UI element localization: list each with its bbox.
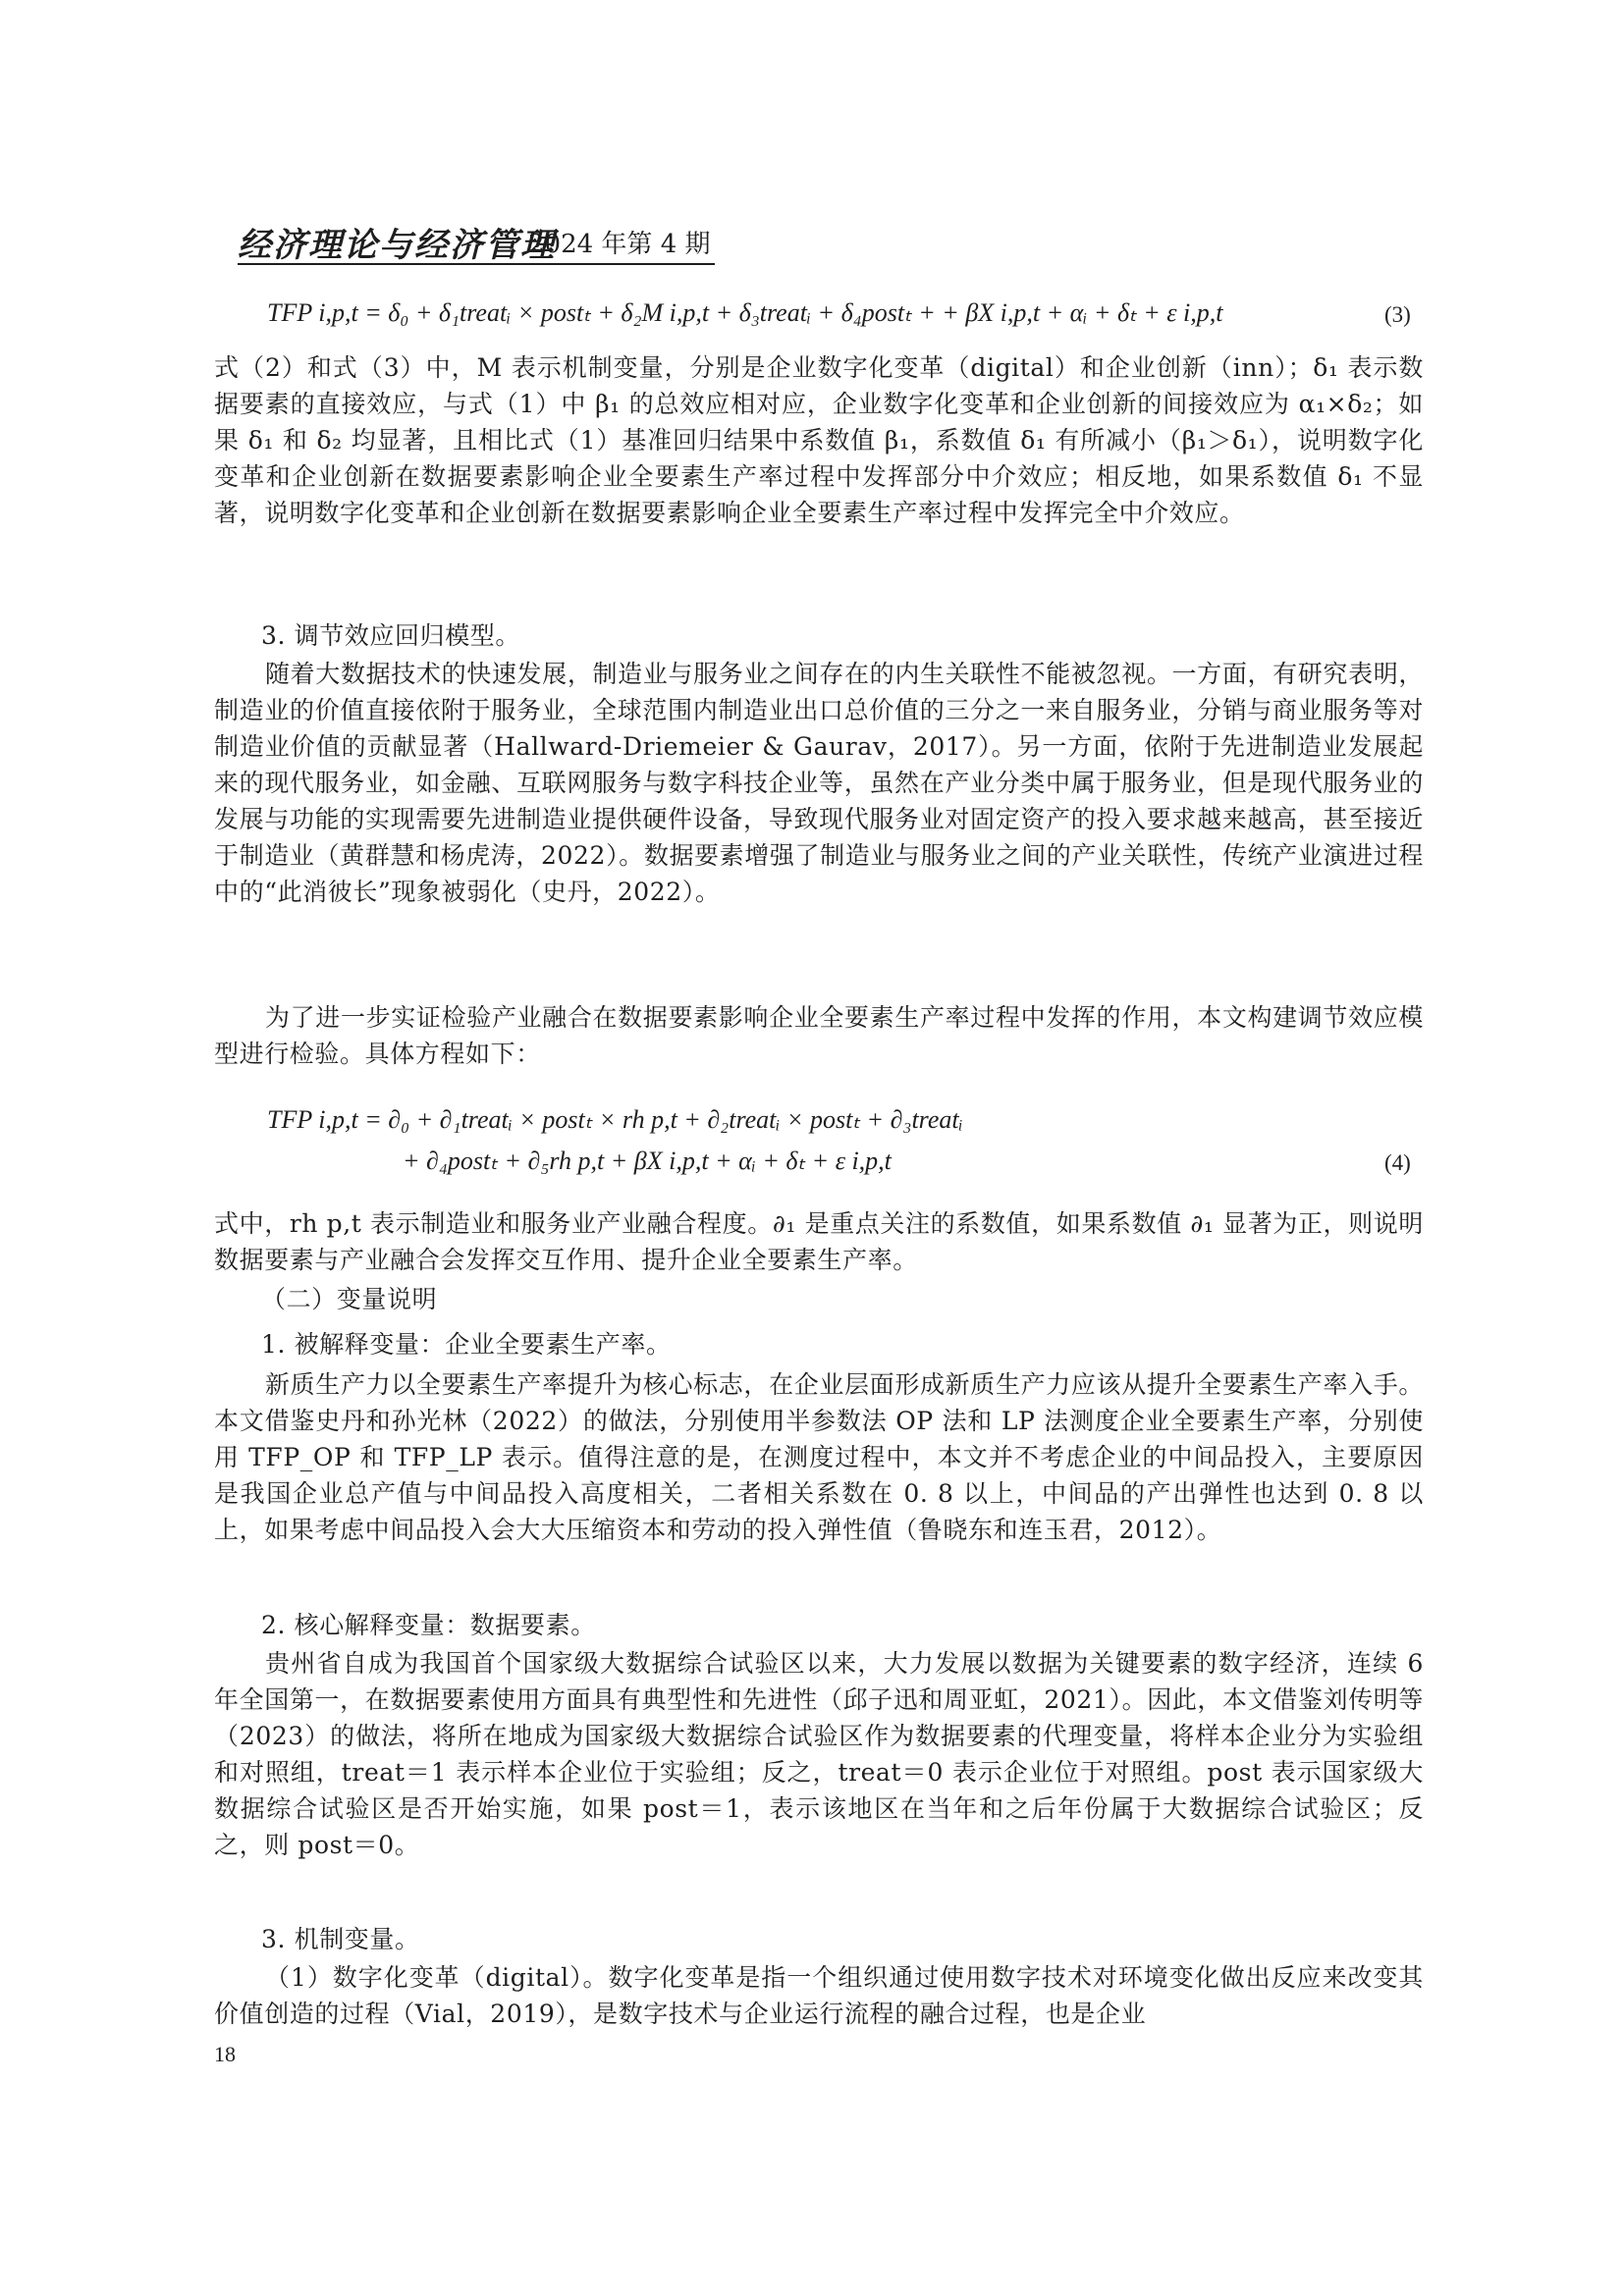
page-number: 18 <box>214 2042 236 2066</box>
equation-4-number: (4) <box>1384 1150 1411 1175</box>
heading-core-variable: 2. 核心解释变量：数据要素。 <box>261 1611 596 1639</box>
paragraph-data-element: 贵州省自成为我国首个国家级大数据综合试验区以来，大力发展以数据为关键要素的数字经济，连续 6 年全国第一，在数据要素使用方面具有典型性和先进性（邱子迅和周亚虹，2021）。因此，本文借鉴刘传明等（2023）的做法，将所在地成为国家级大数据综合试验区作为数据要素的代理变量，将样本企业分为实验组和对照组，treat＝1 表示样本企业位于实验组；反之，treat＝0 表示企业位于对照组。post 表示国家级大数据综合试验区是否开始实施，如果 post＝1，表示该地区在当年和之后年份属于大数据综合试验区；反之，则 post＝0。 <box>214 1649 1424 1859</box>
paragraph-equation-4-notes: 式中，rh p,t 表示制造业和服务业产业融合程度。∂₁ 是重点关注的系数值，如果系数值 ∂₁ 显著为正，则说明数据要素与产业融合会发挥交互作用、提升企业全要素生产率。 <box>214 1209 1424 1274</box>
equation-4-line-1: TFP i,p,t = ∂₀ + ∂₁treatᵢ × postₜ × rh p,t + ∂₂treatᵢ × postₜ + ∂₃treatᵢ <box>267 1105 963 1134</box>
journal-issue: 2024 年第 4 期 <box>528 230 711 259</box>
equation-4-line-2: + ∂₄postₜ + ∂₅rh p,t + βX i,p,t + αᵢ + δₜ + ε i,p,t <box>403 1147 892 1175</box>
running-header <box>238 216 715 265</box>
heading-mechanism-variable: 3. 机制变量。 <box>261 1925 420 1953</box>
journal-title: 经济理论与经济管理 <box>238 226 556 265</box>
paragraph-industry-linkage: 随着大数据技术的快速发展，制造业与服务业之间存在的内生关联性不能被忽视。一方面，有研究表明，制造业的价值直接依附于服务业，全球范围内制造业出口总价值的三分之一来自服务业，分销与商业服务等对制造业价值的贡献显著（Hallward-Driemeier & Gaurav，2017）。另一方面，依附于先进制造业发展起来的现代服务业，如金融、互联网服务与数字科技企业等，虽然在产业分类中属于服务业，但是现代服务业的发展与功能的实现需要先进制造业提供硬件设备，导致现代服务业对固定资产的投入要求越来越高，甚至接近于制造业（黄群慧和杨虎涛，2022）。数据要素增强了制造业与服务业之间的产业关联性，传统产业演进过程中的“此消彼长”现象被弱化（史丹，2022）。 <box>214 660 1424 906</box>
equation-3-number: (3) <box>1384 302 1411 327</box>
paragraph-tfp: 新质生产力以全要素生产率提升为核心标志，在企业层面形成新质生产力应该从提升全要素生产率入手。本文借鉴史丹和孙光林（2022）的做法，分别使用半参数法 OP 法和 LP 法测度企业全要素生产率，分别使用 TFP_OP 和 TFP_LP 表示。值得注意的是，在测度过程中，本文并不考虑企业的中间品投入，主要原因是我国企业总产值与中间品投入高度相关，二者相关系数在 0. 8 以上，中间品的产出弹性也达到 0. 8 以上，如果考虑中间品投入会大大压缩资本和劳动的投入弹性值（鲁晓东和连玉君，2012）。 <box>214 1370 1424 1544</box>
heading-variable-description: （二）变量说明 <box>261 1285 438 1313</box>
heading-explained-variable: 1. 被解释变量：企业全要素生产率。 <box>261 1330 672 1359</box>
paragraph-digital-transformation: （1）数字化变革（digital）。数字化变革是指一个组织通过使用数字技术对环境变化做出反应来改变其价值创造的过程（Vial，2019），是数字技术与企业运行流程的融合过程，也是企业 <box>214 1963 1424 2028</box>
heading-adjustment-model: 3. 调节效应回归模型。 <box>261 621 521 650</box>
paragraph-mediation: 式（2）和式（3）中，M 表示机制变量，分别是企业数字化变革（digital）和企业创新（inn）；δ₁ 表示数据要素的直接效应，与式（1）中 β₁ 的总效应相对应，企业数字化变革和企业创新的间接效应为 α₁×δ₂；如果 δ₁ 和 δ₂ 均显著，且相比式（1）基准回归结果中系数值 β₁，系数值 δ₁ 有所减小（β₁＞δ₁），说明数字化变革和企业创新在数据要素影响企业全要素生产率过程中发挥部分中介效应；相反地，如果系数值 δ₁ 不显著，说明数字化变革和企业创新在数据要素影响企业全要素生产率过程中发挥完全中介效应。 <box>214 353 1424 527</box>
paragraph-model-intro: 为了进一步实证检验产业融合在数据要素影响企业全要素生产率过程中发挥的作用，本文构建调节效应模型进行检验。具体方程如下： <box>214 1003 1424 1068</box>
equation-3: TFP i,p,t = δ₀ + δ₁treatᵢ × postₜ + δ₂M i,p,t + δ₃treatᵢ + δ₄postₜ + + βX i,p,t + αᵢ + δₜ + ε i,p,t <box>267 298 1223 327</box>
